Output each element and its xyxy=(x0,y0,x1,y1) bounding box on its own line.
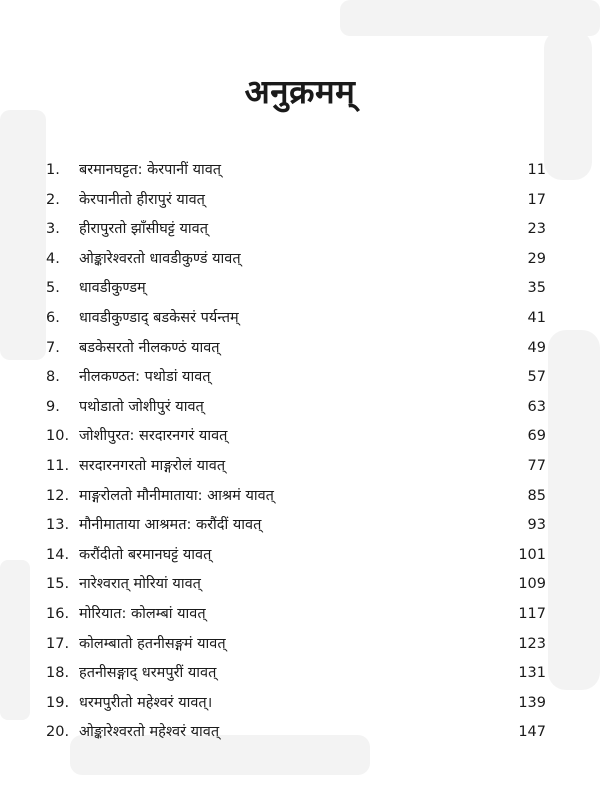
toc-entry-number: 4. xyxy=(46,250,60,267)
toc-entry-title: धावडीकुण्डम् xyxy=(79,280,146,297)
toc-entry-title: कोलम्बातो हतनीसङ्गमं यावत् xyxy=(79,635,226,652)
toc-entry[interactable] xyxy=(46,570,546,600)
toc-entry-page-number: 29 xyxy=(527,250,546,267)
toc-entry[interactable] xyxy=(46,363,546,393)
toc-entry-page-number: 77 xyxy=(527,457,546,474)
toc-entry[interactable] xyxy=(46,393,546,423)
toc-entry[interactable] xyxy=(46,718,546,748)
toc-entry-title: नारेश्वरात् मोरियां यावत् xyxy=(79,576,201,593)
toc-entry[interactable] xyxy=(46,422,546,452)
toc-entry[interactable] xyxy=(46,482,546,512)
toc-entry[interactable] xyxy=(46,600,546,630)
toc-entry-page-number: 131 xyxy=(518,665,546,682)
toc-entry-title: ओङ्कारेश्वरतो धावडीकुण्डं यावत् xyxy=(79,250,241,267)
toc-entry-number: 14. xyxy=(46,546,70,563)
toc-entry-page-number: 17 xyxy=(527,191,546,208)
toc-entry-number: 8. xyxy=(46,369,60,386)
toc-entry-page-number: 147 xyxy=(518,724,546,741)
toc-entry-page-number: 101 xyxy=(518,546,546,563)
toc-entry-number: 16. xyxy=(46,605,70,622)
toc-entry[interactable] xyxy=(46,334,546,364)
toc-entry-title: सरदारनगरतो माङ्गरोलं यावत् xyxy=(79,457,226,474)
toc-entry[interactable] xyxy=(46,215,546,245)
toc-entry-page-number: 35 xyxy=(527,280,546,297)
toc-entry-page-number: 123 xyxy=(518,635,546,652)
toc-entry-title: बडकेसरतो नीलकण्ठं यावत् xyxy=(79,339,220,356)
toc-entry-title: हतनीसङ्गाद् धरमपुरीं यावत् xyxy=(79,665,217,682)
toc-entry-title: धावडीकुण्डाद् बडकेसरं पर्यन्तम् xyxy=(79,309,239,326)
toc-entry-title: नीलकण्ठत: पथोडां यावत् xyxy=(79,369,211,386)
toc-entry-number: 19. xyxy=(46,694,70,711)
toc-entry-page-number: 139 xyxy=(518,694,546,711)
toc-entry[interactable] xyxy=(46,511,546,541)
toc-entry-title: बरमानघट्टत: केरपानीं यावत् xyxy=(79,162,222,178)
toc-entry-page-number: 69 xyxy=(527,428,546,445)
page-title: अनुक्रमम् xyxy=(244,72,356,111)
toc-entry-title: ओङ्कारेश्वरतो महेश्वरं यावत् xyxy=(79,724,220,741)
toc-entry[interactable] xyxy=(46,274,546,304)
toc-entry[interactable] xyxy=(46,659,546,689)
toc-entry-title: पथोडातो जोशीपुरं यावत् xyxy=(79,398,204,415)
toc-entry-number: 3. xyxy=(46,221,60,238)
toc-entry[interactable] xyxy=(46,304,546,334)
toc-entry-page-number: 57 xyxy=(527,369,546,386)
toc-entry-title: मौनीमाताया आश्रमत: करौंदीं यावत् xyxy=(79,517,262,534)
toc-entry-number: 7. xyxy=(46,339,60,356)
toc-entry-title: धरमपुरीतो महेश्वरं यावत्। xyxy=(79,694,213,711)
toc-entry-page-number: 23 xyxy=(527,221,546,238)
toc-entry-number: 20. xyxy=(46,724,70,741)
toc-entry-page-number: 11 xyxy=(527,162,546,178)
toc-entry-page-number: 117 xyxy=(518,605,546,622)
toc-entry[interactable] xyxy=(46,156,546,186)
toc-entry-number: 5. xyxy=(46,280,60,297)
toc-entry[interactable] xyxy=(46,541,546,571)
toc-entry[interactable] xyxy=(46,630,546,660)
toc-entry-number: 15. xyxy=(46,576,70,593)
toc-entry-number: 12. xyxy=(46,487,70,504)
toc-entry-number: 13. xyxy=(46,517,70,534)
toc-entry-title: मोरियात: कोलम्बां यावत् xyxy=(79,605,206,622)
toc-entry-number: 2. xyxy=(46,191,60,208)
toc-entry-page-number: 85 xyxy=(527,487,546,504)
toc-entry-title: करौंदीतो बरमानघट्टं यावत् xyxy=(79,546,212,563)
toc-entry-number: 10. xyxy=(46,428,70,445)
toc-entry[interactable] xyxy=(46,186,546,216)
toc-entry-number: 6. xyxy=(46,309,60,326)
toc-entry-page-number: 49 xyxy=(527,339,546,356)
toc-entry[interactable] xyxy=(46,452,546,482)
toc-entry[interactable] xyxy=(46,689,546,719)
toc-entry[interactable] xyxy=(46,245,546,275)
toc-entry-page-number: 41 xyxy=(527,309,546,326)
toc-list xyxy=(46,156,546,748)
toc-entry-title: केरपानीतो हीरापुरं यावत् xyxy=(79,191,205,208)
toc-entry-page-number: 93 xyxy=(527,517,546,534)
toc-entry-number: 1. xyxy=(46,162,60,178)
toc-entry-page-number: 109 xyxy=(518,576,546,593)
toc-entry-title: हीरापुरतो झाँसीघट्टं यावत् xyxy=(79,221,208,238)
toc-entry-number: 18. xyxy=(46,665,70,682)
toc-entry-title: माङ्गरोलतो मौनीमाताया: आश्रमं यावत् xyxy=(79,487,274,504)
toc-entry-number: 11. xyxy=(46,457,70,474)
toc-entry-title: जोशीपुरत: सरदारनगरं यावत् xyxy=(79,428,228,445)
toc-entry-number: 9. xyxy=(46,398,60,415)
toc-entry-page-number: 63 xyxy=(527,398,546,415)
toc-entry-number: 17. xyxy=(46,635,70,652)
